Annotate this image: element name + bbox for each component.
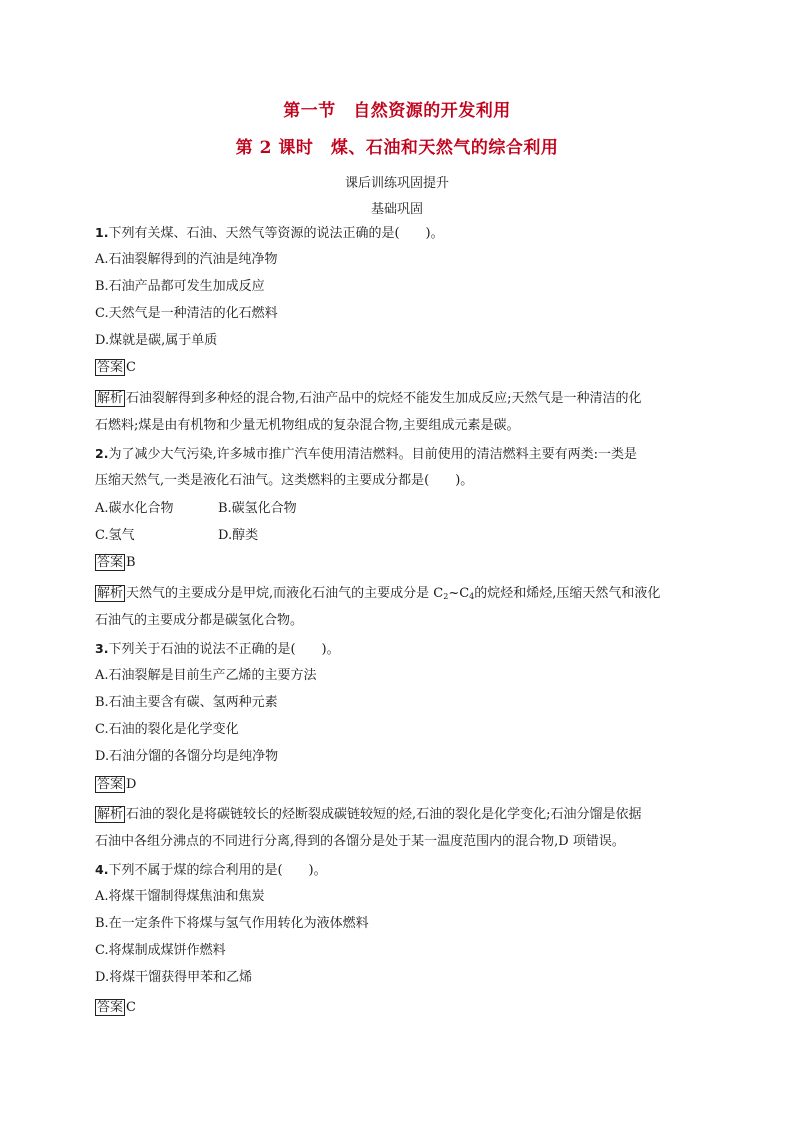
- q2-analysis-mid: ~C: [448, 586, 470, 601]
- q3-number: 3.: [95, 641, 109, 656]
- q4-stem: [95, 861, 327, 880]
- q3-option-b: B.石油主要含有碳、氢两种元素: [95, 695, 278, 710]
- q4-option-d: D.将煤干馏获得甲苯和乙烯: [95, 970, 253, 985]
- q2-stem-line1: [95, 445, 637, 464]
- q4-stem-text: 下列不属于煤的综合利用的是( )。: [108, 863, 327, 878]
- q2-option-d: D.醇类: [218, 528, 259, 543]
- q2-analysis-text1a: 天然气的主要成分是甲烷,而液化石油气的主要成分是 C: [126, 586, 444, 601]
- q1-stem: [95, 224, 444, 243]
- q2-analysis-line1: [95, 585, 660, 606]
- q2-option-a: A.碳水化合物: [95, 501, 174, 516]
- q2-option-c: C.氢气: [95, 528, 135, 543]
- q3-analysis-line1: [95, 806, 642, 824]
- q1-option-c: C.天然气是一种清洁的化石燃料: [95, 306, 278, 321]
- q2-subscript-1: 2: [443, 592, 449, 601]
- q1-option-d: D.煤就是碳,属于单质: [95, 333, 218, 348]
- q2-analysis-line2: 石油气的主要成分都是碳氢化合物。: [95, 613, 304, 628]
- q3-analysis-text1: 石油的裂化是将碳链较长的烃断裂成碳链较短的烃,石油的裂化是化学变化;石油分馏是依据: [126, 807, 642, 822]
- q1-number: 1.: [95, 225, 109, 240]
- analysis-tag: 解析: [97, 807, 124, 822]
- q4-option-b: B.在一定条件下将煤与氢气作用转化为液体燃料: [95, 916, 369, 931]
- q2-option-b: B.碳氢化合物: [218, 501, 297, 516]
- answer-tag: 答案: [97, 777, 124, 792]
- q1-analysis-line2: 石燃料;煤是由有机物和少量无机物组成的复杂混合物,主要组成元素是碳。: [95, 418, 520, 433]
- q2-subscript-2: 4: [469, 592, 475, 601]
- q4-answer-value: C: [126, 1000, 136, 1015]
- q2-number: 2.: [95, 446, 109, 461]
- q4-option-c: C.将煤制成煤饼作燃料: [95, 943, 226, 958]
- q3-option-c: C.石油的裂化是化学变化: [95, 722, 239, 737]
- q1-option-a: A.石油裂解得到的汽油是纯净物: [95, 252, 278, 267]
- q3-analysis-line2: 石油中各组分沸点的不同进行分离,得到的各馏分是处于某一温度范围内的混合物,D 项错误。: [95, 834, 625, 849]
- q2-stem-text1: 为了减少大气污染,许多城市推广汽车使用清洁燃料。目前使用的清洁燃料主要有两类:一类是: [108, 447, 637, 462]
- answer-tag: 答案: [97, 360, 124, 375]
- section-title: 第一节 自然资源的开发利用: [283, 101, 511, 121]
- q3-option-d: D.石油分馏的各馏分均是纯净物: [95, 749, 279, 764]
- q2-analysis-text1b: 的烷烃和烯烃,压缩天然气和液化: [474, 586, 661, 601]
- q1-analysis-line1: [95, 390, 642, 408]
- q2-stem-line2: 压缩天然气,一类是液化石油气。这类燃料的主要成分都是( )。: [95, 473, 474, 488]
- q3-stem: [95, 640, 340, 659]
- lesson-title: 第 2 课时 煤、石油和天然气的综合利用: [235, 138, 559, 158]
- answer-tag: 答案: [97, 555, 124, 570]
- q4-number: 4.: [95, 862, 109, 877]
- answer-tag: 答案: [97, 1000, 124, 1015]
- q1-stem-text: 下列有关煤、石油、天然气等资源的说法正确的是( )。: [108, 226, 444, 241]
- analysis-tag: 解析: [97, 391, 124, 406]
- analysis-tag: 解析: [97, 586, 124, 601]
- q3-answer: [95, 776, 136, 794]
- q1-option-b: B.石油产品都可发生加成反应: [95, 279, 265, 294]
- q3-stem-text: 下列关于石油的说法不正确的是( )。: [108, 642, 340, 657]
- q2-answer: [95, 554, 136, 572]
- q2-answer-value: B: [126, 555, 136, 570]
- basic-subtitle: 基础巩固: [370, 202, 423, 217]
- q3-option-a: A.石油裂解是目前生产乙烯的主要方法: [95, 668, 317, 683]
- q1-answer: [95, 359, 136, 377]
- q1-analysis-text1: 石油裂解得到多种烃的混合物,石油产品中的烷烃不能发生加成反应;天然气是一种清洁的化: [126, 391, 642, 406]
- q3-answer-value: D: [126, 777, 137, 792]
- q1-answer-value: C: [126, 360, 136, 375]
- q4-option-a: A.将煤干馏制得煤焦油和焦炭: [95, 889, 265, 904]
- q4-answer: [95, 999, 136, 1017]
- practice-subtitle: 课后训练巩固提升: [344, 176, 449, 191]
